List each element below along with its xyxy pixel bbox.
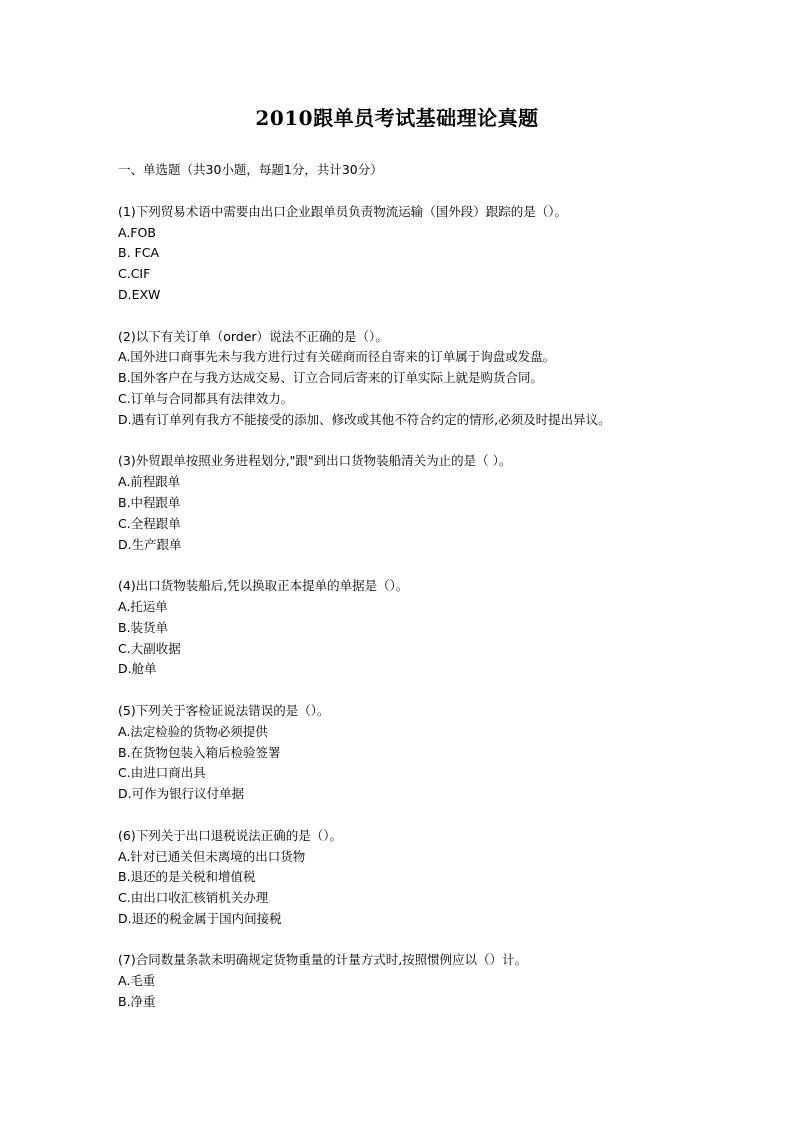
option-b: B.中程跟单 (118, 494, 181, 510)
question-stem: (7)合同数量条款未明确规定货物重量的计量方式时,按照惯例应以（）计。 (118, 952, 528, 968)
option-d: D.遇有订单列有我方不能接受的添加、修改或其他不符合约定的情形,必须及时提出异议。 (118, 411, 611, 427)
question-6 (118, 826, 718, 930)
option-a: A.托运单 (118, 598, 168, 614)
question-5 (118, 701, 718, 805)
option-d: D.生产跟单 (118, 536, 182, 552)
option-d: D.可作为银行议付单据 (118, 786, 245, 802)
option-d: D.EXW (118, 286, 161, 302)
question-4 (118, 576, 718, 680)
option-b: B. FCA (118, 245, 159, 261)
question-stem: (6)下列关于出口退税说法正确的是（）。 (118, 827, 342, 843)
question-1 (118, 202, 718, 306)
question-2 (118, 327, 718, 431)
option-a: A.毛重 (118, 973, 156, 989)
question-stem: (1)下列贸易术语中需要由出口企业跟单员负责物流运输（国外段）跟踪的是（）。 (118, 203, 567, 219)
option-b: B.装货单 (118, 619, 169, 635)
option-a: A.国外进口商事先未与我方进行过有关磋商而径自寄来的订单属于询盘或发盘。 (118, 349, 556, 365)
question-stem: (4)出口货物装船后,凭以换取正本提单的单据是（）。 (118, 578, 409, 594)
section-heading: 一、单选题（共30小题，每题1分，共计30分） (118, 162, 383, 177)
option-b: B.退还的是关税和增值税 (118, 869, 256, 885)
option-d: D.退还的税金属于国内间接税 (118, 910, 282, 926)
option-c: C.由出口收汇核销机关办理 (118, 890, 269, 906)
document-title: 2010跟单员考试基础理论真题 (255, 106, 539, 130)
option-d: D.舱单 (118, 661, 157, 677)
option-c: C.全程跟单 (118, 515, 181, 531)
document-body (118, 160, 718, 1034)
option-b: B.国外客户在与我方达成交易、订立合同后寄来的订单实际上就是购货合同。 (118, 370, 544, 386)
option-a: A.FOB (118, 224, 156, 240)
option-c: C.订单与合同都具有法律效力。 (118, 390, 294, 406)
option-c: C.大副收据 (118, 640, 181, 656)
option-b: B.在货物包装入箱后检验签署 (118, 744, 281, 760)
option-a: A.针对已通关但未离境的出口货物 (118, 848, 306, 864)
question-3 (118, 451, 718, 555)
option-a: A.前程跟单 (118, 474, 181, 490)
option-b: B.净重 (118, 994, 156, 1010)
question-stem: (3)外贸跟单按照业务进程划分,"跟"到出口货物装船清关为止的是（ ）。 (118, 453, 512, 469)
option-c: C.CIF (118, 266, 151, 282)
question-stem: (5)下列关于客检证说法错误的是（）。 (118, 702, 330, 718)
question-stem: (2)以下有关订单（order）说法不正确的是（）。 (118, 328, 388, 344)
question-7 (118, 950, 718, 1012)
option-a: A.法定检验的货物必须提供 (118, 723, 268, 739)
option-c: C.由进口商出具 (118, 765, 206, 781)
